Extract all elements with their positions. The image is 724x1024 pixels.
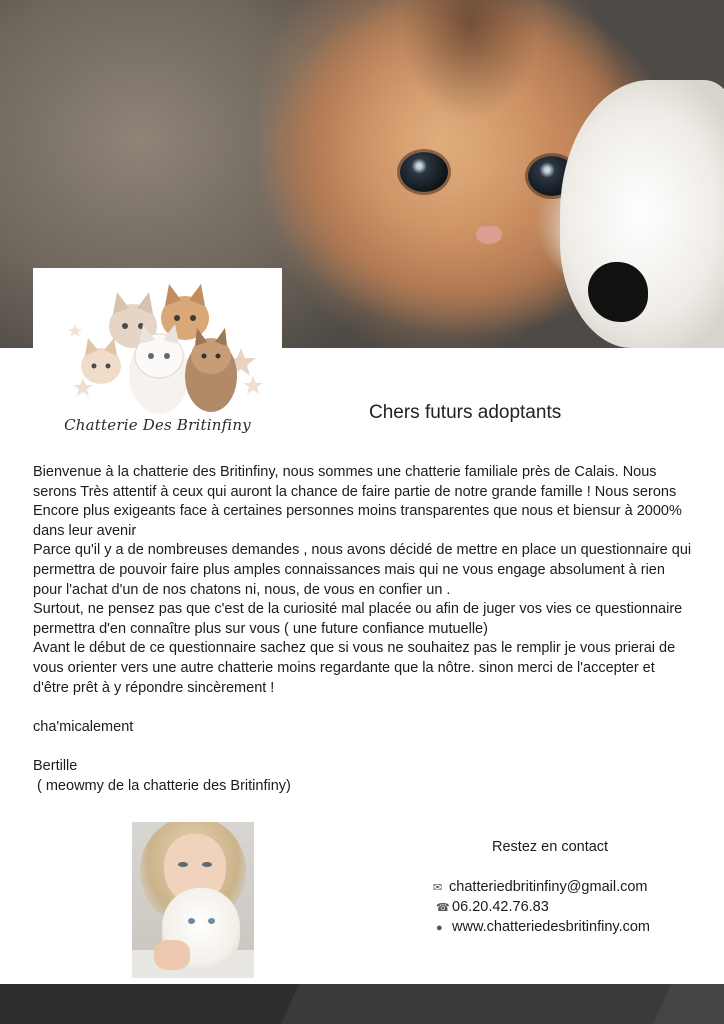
spacer — [33, 737, 693, 757]
photo-eye — [178, 862, 188, 867]
envelope-icon: ✉ — [433, 882, 443, 894]
page-title: Chers futurs adoptants — [369, 402, 562, 423]
contact-website[interactable] — [436, 919, 650, 935]
phone-icon: ☎ — [436, 902, 450, 914]
photo-kitten-eye — [188, 918, 195, 924]
contact-phone[interactable] — [436, 899, 549, 915]
footer-shape — [281, 984, 679, 1024]
signature-role: ( meowmy de la chatterie des Britinfiny) — [37, 777, 291, 794]
contact-title: Restez en contact — [492, 839, 609, 855]
paragraph-questionnaire: Parce qu'il y a de nombreuses demandes , nous avons décidé de mettre en place un questionnaire qui permettra de pouvoir faire plus amples connaissances mais qui ne vous engage absolument à rien pour l'achat d'un de nos chatons ni, nous, de vous en confier un . — [33, 542, 692, 598]
cats-logo-illustration — [63, 278, 263, 418]
kitten-left-eye — [400, 152, 448, 192]
footer-band — [0, 984, 724, 1024]
paragraph-before-start: Avant le début de ce questionnaire sachez que si vous ne souhaitez pas le remplir je vous prierai de vous orienter vers une autre chatterie moins regardante que la nôtre. sinon merci de l'accepter et d'être prêt à y répondre sincèrement ! — [33, 640, 676, 696]
photo-hand — [154, 940, 190, 970]
paragraph-curiosity: Surtout, ne pensez pas que c'est de la curiosité mal placée ou afin de juger vos vies ce questionnaire permettra d'en connaître plus sur vous ( une future confiance mutuelle) — [33, 601, 683, 637]
contact-email[interactable] — [433, 879, 648, 895]
website-url: www.chatteriedesbritinfiny.com — [452, 919, 651, 935]
spacer — [33, 698, 693, 718]
signature-name: Bertille — [33, 757, 78, 774]
kitten-forehead-marking — [400, 0, 540, 120]
kitten-nose — [476, 226, 502, 244]
photo-kitten-eye — [208, 918, 215, 924]
logo-panel — [33, 268, 282, 448]
letter-body — [33, 463, 693, 796]
logo-wordmark: Chatterie Des Britinfiny — [64, 416, 251, 434]
paragraph-welcome: Bienvenue à la chatterie des Britinfiny, nous sommes une chatterie familiale près de Calais. Nous serons Très attentif à ceux qui auront la chance de faire partie de notre grande famille ! Nous serons Encore plus exigeants face à certaines personnes moins transparentes que nous et biensur à 2000% dans leur avenir — [33, 464, 682, 539]
phone-number: 06.20.42.76.83 — [452, 899, 549, 915]
globe-icon: ● — [436, 922, 443, 934]
photo-eye — [202, 862, 212, 867]
email-address: chatteriedbritinfiny@gmail.com — [449, 879, 648, 895]
owner-with-kitten-photo — [132, 822, 254, 978]
plush-toy-spot — [588, 262, 648, 322]
closing-greeting: cha'micalement — [33, 718, 134, 735]
